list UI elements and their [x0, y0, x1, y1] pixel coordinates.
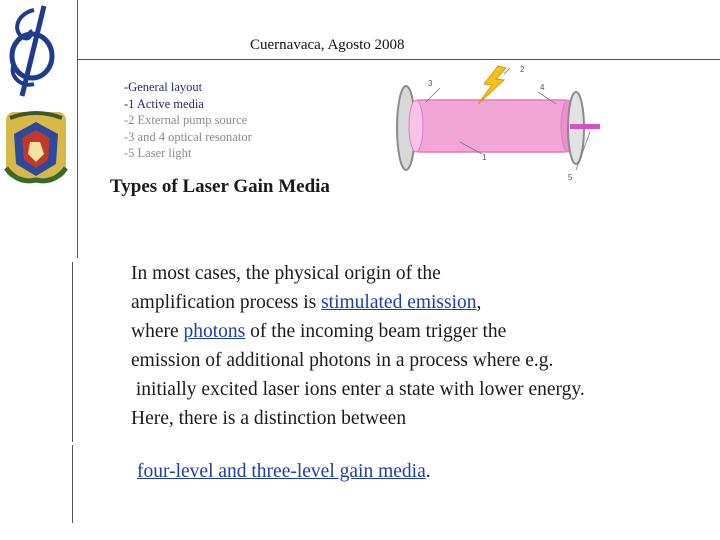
- laser-beam: [570, 124, 600, 129]
- footer-period: .: [425, 461, 431, 482]
- body-line-3: [131, 317, 711, 346]
- four-three-level-gain-media-link[interactable]: four-level and three-level gain media: [137, 461, 426, 482]
- gain-medium-tube: [414, 100, 570, 152]
- photons-link[interactable]: photons: [183, 321, 246, 342]
- left-frame-line-bottom: [72, 445, 73, 523]
- left-frame-line: [77, 0, 78, 258]
- body-line-1: In most cases, the physical origin of the: [131, 263, 441, 284]
- body-line-3-rest: of the incoming beam trigger the: [245, 321, 507, 342]
- institute-logo: [4, 4, 60, 100]
- pump-lightning-icon: [478, 66, 506, 104]
- legend-item-optical-resonator: -3 and 4 optical resonator: [124, 129, 252, 144]
- body-paragraph: [131, 259, 711, 433]
- body-line-4: emission of additional photons in a process where e.g.: [131, 350, 554, 371]
- unam-seal-logo: [0, 108, 72, 186]
- body-line-6: Here, there is a distinction between: [131, 408, 407, 429]
- legend-item-general-layout: -General layout: [124, 80, 203, 94]
- legend-item-pump-source: -2 External pump source: [124, 113, 248, 128]
- legend-item-laser-light: -5 Laser light: [124, 146, 192, 161]
- body-line-3-text: where: [131, 321, 184, 342]
- legend-item-active-media: -1 Active media: [124, 96, 204, 111]
- diagram-label-2: 2: [520, 65, 525, 74]
- diagram-label-3: 3: [428, 79, 433, 88]
- gain-media-link-line: [137, 461, 431, 483]
- diagram-label-5: 5: [568, 173, 573, 182]
- body-line-2-text: amplification process is: [131, 292, 322, 313]
- header-location-date: Cuernavaca, Agosto 2008: [250, 37, 405, 53]
- diagram-label-4: 4: [540, 83, 545, 92]
- body-line-5: initially excited laser ions enter a state with lower energy.: [131, 379, 585, 400]
- diagram-legend: [124, 79, 252, 162]
- stimulated-emission-link[interactable]: stimulated emission: [321, 292, 477, 313]
- header-rule: [77, 59, 720, 60]
- body-line-2: [131, 288, 711, 317]
- body-line-2-comma: ,: [476, 292, 482, 313]
- slide-title: Types of Laser Gain Media: [110, 176, 330, 197]
- left-frame-line-lower: [72, 262, 73, 442]
- diagram-label-1: 1: [482, 153, 487, 162]
- laser-layout-diagram: [380, 62, 610, 188]
